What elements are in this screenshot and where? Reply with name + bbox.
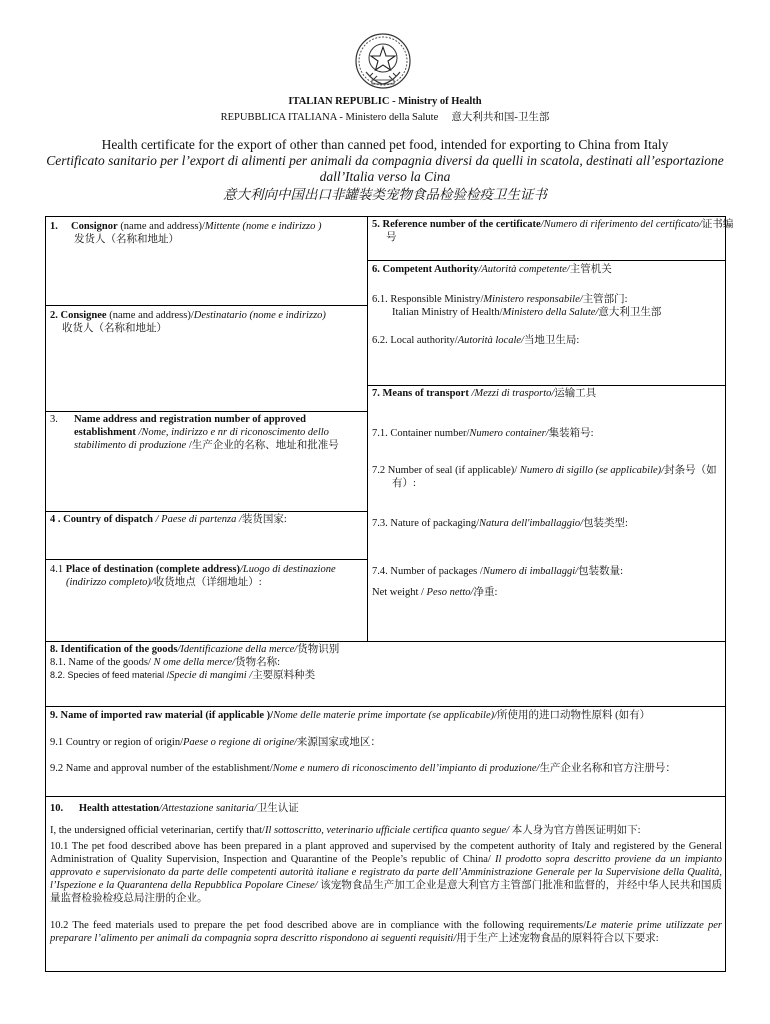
ministry-value-zh: 意大利卫生部 — [598, 307, 662, 318]
paragraph-10-2-zh: 用于生产上述宠物食品的原料符合以下要求: — [456, 933, 659, 944]
divider-4-41 — [46, 559, 367, 560]
goods-name-it: N ome della merce/ — [153, 657, 236, 668]
place-destination-it: /Luogo di destinazione (indirizzo completo)/ — [66, 564, 336, 588]
feed-species-label: 8.2. Species of feed material / — [50, 670, 170, 680]
country-origin-label: 9.1 Country or region of origin/ — [50, 737, 183, 748]
nature-packaging-label: 7.3. Nature of packaging/ — [372, 518, 480, 529]
identification-goods-label: 8. Identification of the goods — [50, 644, 178, 655]
establishment-label: Name address and registration number of approved establishment — [74, 414, 306, 438]
number-packages-it: Numero di imballaggi/ — [482, 566, 579, 577]
goods-name-zh: 货物名称: — [235, 657, 280, 668]
health-attestation-it: /Attestazione sanitaria/ — [159, 803, 257, 814]
attestation-intro-en: I, the undersigned official veterinarian, certify that/ — [50, 825, 265, 836]
paragraph-10-1-en: 10.1 The pet food described above has been prepared in a plant approved and supervised by the competent authority of Italy and registered by the General Administration of Quality Supervision, Inspection and Quarantine of the People’s republic of China/ — [50, 841, 722, 865]
means-transport-it: /Mezzi di trasporto/ — [468, 388, 555, 399]
country-dispatch-it: / Paese di partenza / — [152, 514, 242, 525]
competent-authority-zh: 主管机关 — [569, 264, 612, 275]
consignee-label: 2. Consignee — [50, 310, 107, 321]
identification-goods-it: /Identificazione della merce/ — [177, 644, 298, 655]
italian-emblem-icon — [352, 30, 414, 92]
country-dispatch-label: 4 . Country of dispatch — [50, 514, 153, 525]
competent-authority-label: 6. Competent Authority — [372, 264, 479, 275]
establishment-approval-it: Nome e numero di riconoscimento dell’impianto di produzione/ — [272, 763, 540, 774]
raw-material-zh: 所使用的进口动物性原料 (如有） — [497, 710, 651, 721]
container-number-label: 7.1. Container number/ — [372, 428, 470, 439]
establishment-approval-label: 9.2 Name and approval number of the establishment/ — [50, 763, 273, 774]
divider-8-9 — [46, 706, 725, 707]
reference-label: 5. Reference number of the certificate — [372, 219, 541, 230]
place-destination-label: Place of destination (complete address) — [65, 564, 240, 575]
net-weight-zh: 净重: — [473, 587, 498, 598]
means-transport-zh: 运输工具 — [554, 388, 597, 399]
seal-number-label: 7.2 Number of seal (if applicable)/ — [372, 465, 518, 476]
section-identification-goods — [50, 643, 720, 682]
box-competent-authority — [372, 263, 720, 276]
health-attestation-label: 10. Health attestation — [50, 803, 160, 814]
box-consignee — [50, 309, 362, 335]
net-weight-label: Net weight / — [372, 587, 427, 598]
consignee-it: Destinatario (nome e indirizzo) — [193, 310, 326, 321]
divider-3-4 — [46, 511, 367, 512]
number-packages-label: 7.4. Number of packages / — [372, 566, 483, 577]
paragraph-10-1-zh: 该宠物食品生产加工企业是意大利官方主管部门批准和监督的，并经中华人民共和国质量监督检验检疫总局注册的企业。 — [50, 880, 722, 904]
responsible-ministry-it: Ministero responsabile/ — [483, 294, 583, 305]
paragraph-10-1-it: Il prodotto sopra descritto proviene da un impianto approvato e supervisionato da parte delle competenti autorità italiane e registrato da parte dell’Amministrazione Generale per la Supervisione della Qualità, l’Ispezione e la Quarantena della Repubblica Popolare Cinese/ — [50, 854, 722, 891]
establishment-approval-zh: 生产企业名称和官方注册号： — [539, 763, 676, 774]
country-dispatch-zh: 装货国家: — [241, 514, 287, 525]
container-number-zh: 集装箱号: — [548, 428, 594, 439]
attestation-intro-zh: 本人身为官方兽医证明如下: — [509, 825, 641, 836]
means-transport-label: 7. Means of transport — [372, 388, 469, 399]
country-origin-zh: 来源国家或地区： — [296, 737, 381, 748]
establishment-zh: /生产企业的名称、地址和批准号 — [186, 440, 339, 451]
consignee-rest: (name and address)/ — [106, 310, 194, 321]
identification-goods-zh: 货物识别 — [297, 644, 340, 655]
place-destination-zh: 收货地点（详细地址）: — [153, 577, 262, 588]
paragraph-10-2-en: 10.2 The feed materials used to prepare the pet food described above are in compliance with the following requirements/ — [50, 920, 587, 931]
title-zh: 意大利向中国出口非罐装类宠物食品检验检疫卫生证书 — [223, 187, 547, 202]
local-authority-it: Autorità locale/ — [457, 335, 524, 346]
country-origin-it: Paese o regione di origine/ — [182, 737, 297, 748]
divider-6-7 — [367, 385, 725, 386]
consignor-zh: 发货人（名称和地址） — [74, 234, 179, 245]
responsible-ministry — [372, 293, 720, 319]
title-en: Health certificate for the export of other than canned pet food, intended for exporting to China from Italy — [101, 137, 669, 152]
net-weight-it: Peso netto/ — [426, 587, 474, 598]
header-ministry-en: ITALIAN REPUBLIC - Ministry of Health — [288, 96, 482, 107]
responsible-ministry-zh: 主管部门: — [582, 294, 628, 305]
consignee-zh: 收货人（名称和地址） — [62, 323, 167, 334]
seal-number-zh: 封条号（如有）: — [392, 465, 717, 489]
competent-authority-it: /Autorità competente/ — [478, 264, 570, 275]
establishment-it: /Nome, indirizzo e nr di riconoscimento dello stabilimento di produzione — [74, 427, 329, 451]
local-authority — [372, 334, 720, 347]
box-means-transport — [372, 387, 720, 400]
raw-material-label: 9. Name of imported raw material (if applicable )/ — [50, 710, 274, 721]
feed-species-it: Specie di mangimi / — [169, 670, 253, 681]
number-packages — [372, 565, 720, 578]
box-place-destination — [50, 563, 366, 589]
divider-top-8 — [46, 641, 725, 642]
section-health-attestation — [50, 802, 720, 815]
divider-1-2 — [46, 305, 367, 306]
container-number — [372, 427, 720, 440]
divider-5-6 — [367, 260, 725, 261]
paragraph-10-2-it: Le materie prime utilizzate per preparare l’alimento per animali da compagnia sopra descritto rispondono ai seguenti requisiti/ — [50, 920, 722, 944]
local-authority-label: 6.2. Local authority/ — [372, 335, 458, 346]
nature-packaging-zh: 包装类型: — [583, 518, 628, 529]
local-authority-zh: 当地卫生局: — [523, 335, 580, 346]
title-it: Certificato sanitario per l’export di alimenti per animali da compagnia diversi da quelli in scatola, destinati all’esportazione dall’Italia verso la Cina — [46, 153, 724, 184]
attestation-paragraph-10-1 — [50, 840, 722, 905]
net-weight — [372, 586, 720, 599]
reference-it: /Numero di riferimento del certificato/ — [540, 219, 702, 230]
consignor-rest: (name and address)/ — [117, 221, 205, 232]
attestation-paragraph-10-2 — [50, 919, 722, 945]
raw-material-it: Nome delle materie prime importate (se applicabile)/ — [273, 710, 498, 721]
column-divider — [367, 217, 368, 641]
box-country-dispatch — [50, 513, 362, 526]
attestation-intro-it: Il sottoscritto, veterinario ufficiale certifica quanto segue/ — [264, 825, 510, 836]
seal-number — [372, 464, 732, 490]
box3-number: 3. — [50, 414, 58, 425]
seal-number-it: Numero di sigillo (se applicabile)/ — [517, 465, 665, 476]
box-reference-number — [372, 218, 734, 244]
establishment-approval — [50, 762, 720, 775]
box-consignor — [50, 220, 362, 246]
place-destination-number: 4.1 — [50, 564, 66, 575]
country-origin — [50, 736, 720, 749]
container-number-it: Numero container/ — [469, 428, 549, 439]
ministry-value-it: Ministero della Salute/ — [502, 307, 599, 318]
reference-zh: 证书编号 — [386, 219, 734, 243]
consignor-it: Mittente (nome e indirizzo ) — [204, 221, 322, 232]
header-ministry-it-zh: REPUBBLICA ITALIANA - Ministero della Salute 意大利共和国-卫生部 — [220, 112, 550, 123]
nature-packaging — [372, 517, 720, 530]
health-attestation-zh: 卫生认证 — [256, 803, 299, 814]
ministry-value: Italian Ministry of Health/ — [392, 307, 503, 318]
responsible-ministry-label: 6.1. Responsible Ministry/ — [372, 294, 484, 305]
consignor-label: Consignor — [71, 221, 118, 232]
box1-number: 1. — [50, 221, 58, 232]
nature-packaging-it: Natura dell'imballaggio/ — [479, 518, 584, 529]
box-establishment — [74, 413, 359, 452]
section-imported-raw-material — [50, 709, 720, 722]
feed-species-zh: 主要原料种类 — [252, 670, 316, 681]
number-packages-zh: 包装数量: — [578, 566, 624, 577]
goods-name-label: 8.1. Name of the goods/ — [50, 657, 154, 668]
divider-9-10 — [46, 796, 725, 797]
divider-2-3 — [46, 411, 367, 412]
attestation-intro — [50, 824, 720, 837]
